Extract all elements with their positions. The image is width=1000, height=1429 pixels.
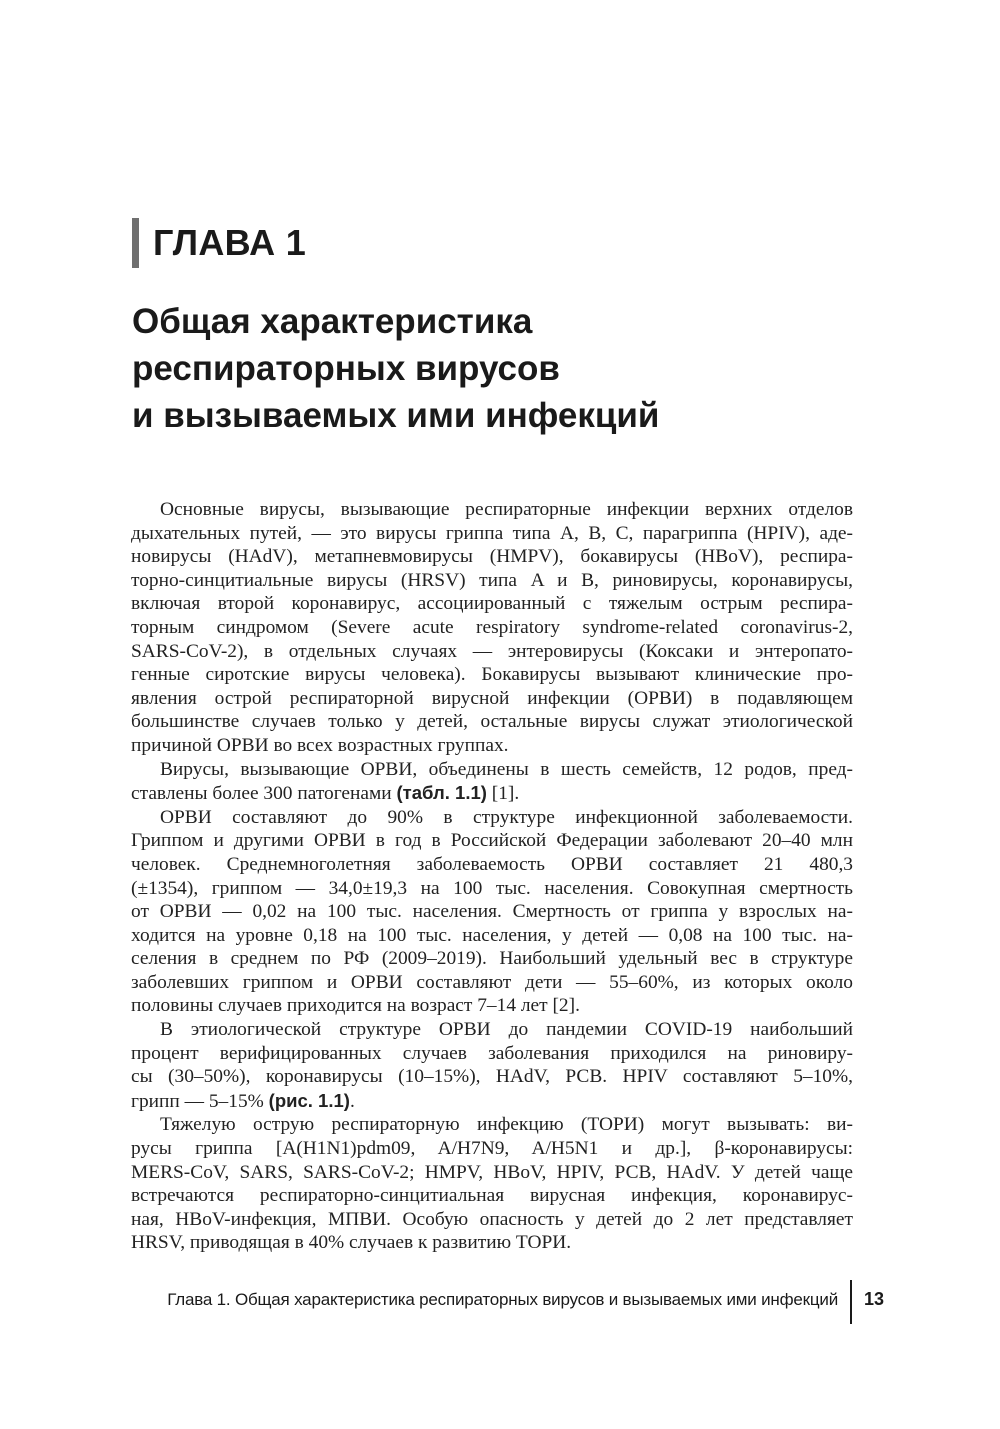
- paragraph-etiology: [131, 1018, 853, 1113]
- text-line: человек. Среднемноголетняя заболеваемость ОРВИ составляет 21 480,3: [131, 853, 853, 875]
- chapter-heading: [132, 218, 306, 268]
- text-run: ставлены более 300 патогенами: [131, 783, 397, 805]
- chapter-title-line: Общая характеристика: [132, 302, 533, 341]
- table-reference-link: (табл. 1.1): [396, 782, 487, 804]
- text-line: [131, 781, 853, 806]
- text-line: Основные вирусы, вызывающие респираторные инфекции верхних отделов: [160, 499, 853, 520]
- text-line: торно-синцитиальные вирусы (HRSV) типа A и B, риновирусы, коронавирусы,: [131, 569, 853, 591]
- paragraph-families: [131, 758, 853, 806]
- text-line: (±1354), гриппом — 34,0±19,3 на 100 тыс. населения. Совокупная смертность: [131, 877, 853, 899]
- paragraph-main-viruses: [131, 498, 853, 758]
- text-line: генные сиротские вирусы человека). Бокавирусы вызывают клинические про-: [131, 664, 853, 686]
- text-line: SARS-CoV-2), в отдельных случаях — энтеровирусы (Коксаки и энтеропато-: [131, 640, 853, 662]
- paragraph-severe-infection: [131, 1113, 853, 1255]
- body-text: [131, 498, 853, 1255]
- text-line: половины случаев приходится на возраст 7–14 лет [2].: [131, 995, 580, 1017]
- chapter-label: ГЛАВА 1: [153, 222, 307, 263]
- text-line: дыхательных путей, — это вирусы гриппа типа A, B, C, парагриппа (HPIV), аде-: [131, 522, 853, 544]
- footer-divider: [850, 1280, 852, 1324]
- text-line: селения в среднем по РФ (2009–2019). Наибольший удельный вес в структуре: [131, 948, 853, 970]
- text-line: ная, HBoV-инфекция, МПВИ. Особую опасность у детей до 2 лет представляет: [131, 1208, 853, 1230]
- chapter-title: [132, 298, 892, 439]
- text-line: [131, 1089, 853, 1114]
- text-line: новирусы (HAdV), метапневмовирусы (HMPV), бокавирусы (HBoV), респира-: [131, 546, 853, 568]
- text-line: большинстве случаев только у детей, остальные вирусы служат этиологической: [131, 711, 853, 733]
- running-head: Глава 1. Общая характеристика респираторных вирусов и вызываемых ими инфекций: [167, 1290, 838, 1309]
- chapter-title-line: респираторных вирусов: [132, 349, 560, 388]
- text-line: MERS-CoV, SARS, SARS-CoV-2; HMPV, HBoV, HPIV, РСВ, HAdV. У детей чаще: [131, 1161, 853, 1183]
- chapter-marker-bar: [132, 218, 139, 268]
- text-line: В этиологической структуре ОРВИ до пандемии COVID-19 наибольший: [160, 1019, 853, 1041]
- text-line: русы гриппа [A(H1N1)pdm09, A/H7N9, A/H5N1 и др.], β-коронавирусы:: [131, 1138, 853, 1160]
- text-line: включая второй коронавирус, ассоциированный с тяжелым острым респира-: [131, 593, 853, 615]
- text-line: Гриппом и другими ОРВИ в год в Российской Федерации заболевают 20–40 млн: [131, 830, 853, 852]
- text-line: сы (30–50%), коронавирусы (10–15%), HAdV, РСВ. HPIV составляют 5–10%,: [131, 1066, 853, 1088]
- chapter-title-line: и вызываемых ими инфекций: [132, 396, 660, 435]
- text-line: торным синдромом (Severe acute respiratory syndrome-related coronavirus-2,: [131, 616, 853, 638]
- figure-reference-link: (рис. 1.1): [268, 1089, 350, 1111]
- text-line: ОРВИ составляют до 90% в структуре инфекционной заболеваемости.: [160, 806, 853, 828]
- paragraph-incidence: [131, 806, 853, 1018]
- text-line: Тяжелую острую респираторную инфекцию (ТОРИ) могут вызывать: ви-: [160, 1114, 853, 1136]
- text-line: встречаются респираторно-синцитиальная вирусная инфекция, коронавирус-: [131, 1185, 853, 1207]
- text-line: процент верифицированных случаев заболевания приходился на риновиру-: [131, 1042, 853, 1064]
- text-run: [1].: [486, 783, 520, 805]
- text-line: причиной ОРВИ во всех возрастных группах.: [131, 734, 509, 756]
- text-line: от ОРВИ — 0,02 на 100 тыс. населения. Смертность от гриппа у взрослых на-: [131, 901, 853, 923]
- text-line: ходится на уровне 0,18 на 100 тыс. населения, у детей — 0,08 на 100 тыс. на-: [131, 924, 853, 946]
- page-footer: [0, 1280, 884, 1324]
- text-line: Вирусы, вызывающие ОРВИ, объединены в шесть семейств, 12 родов, пред-: [160, 758, 853, 780]
- text-line: заболевших гриппом и ОРВИ составляют дети — 55–60%, из которых около: [131, 971, 853, 993]
- text-run: грипп — 5–15%: [131, 1090, 269, 1112]
- text-line: HRSV, приводящая в 40% случаев к развитию ТОРИ.: [131, 1232, 572, 1254]
- text-line: явления острой респираторной вирусной инфекции (ОРВИ) в подавляющем: [131, 687, 853, 709]
- page-number: 13: [863, 1289, 884, 1309]
- text-run: .: [349, 1090, 355, 1112]
